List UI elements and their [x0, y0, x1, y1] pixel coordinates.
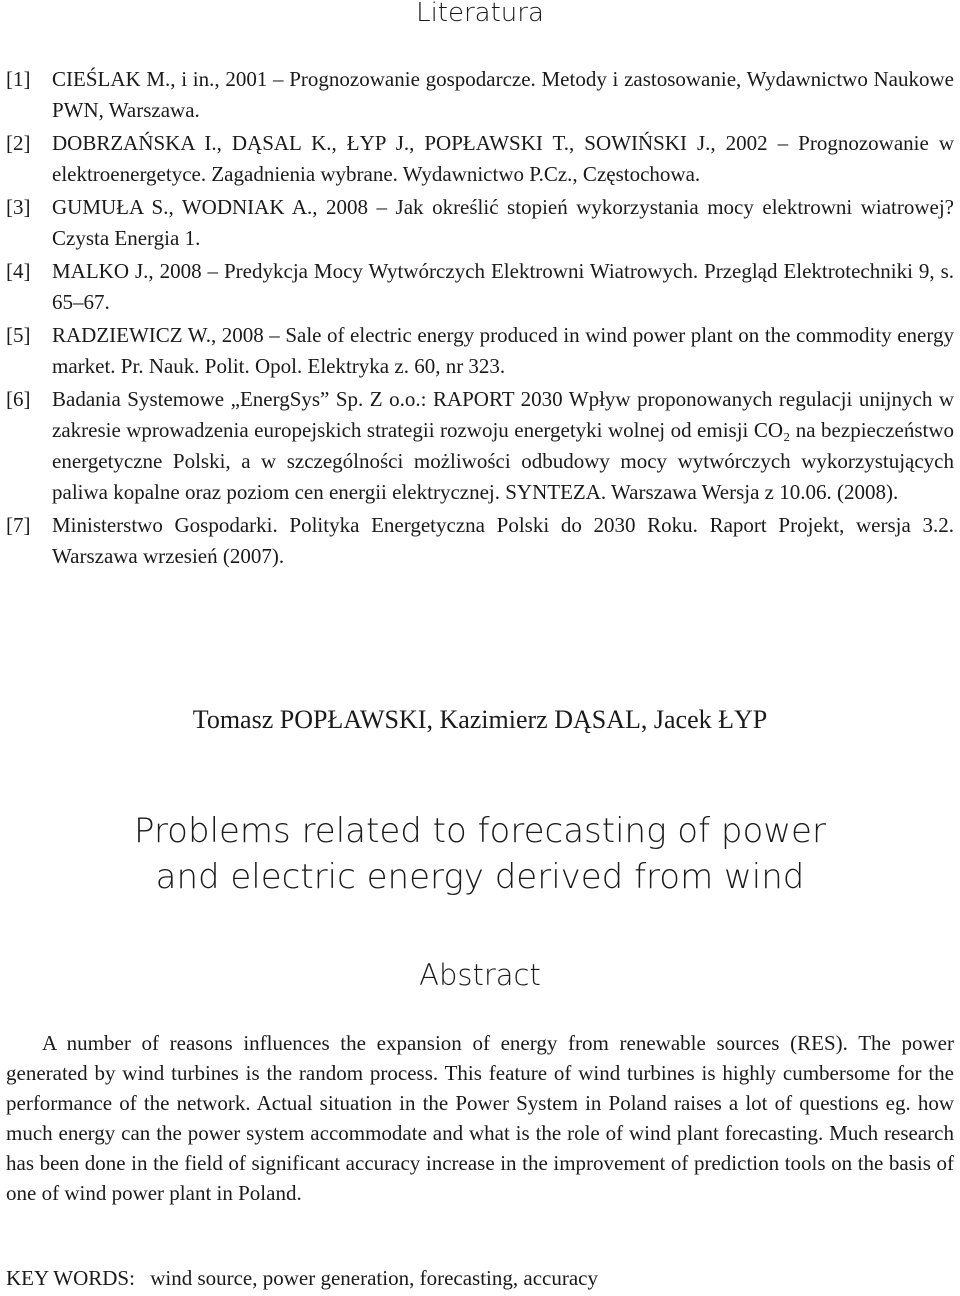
reference-number: [4]	[6, 259, 31, 283]
reference-text: RADZIEWICZ W., 2008 – Sale of electric energy produced in wind power plant on the commodity energy market. Pr. Nauk. Polit. Opol. Elektryka z. 60, nr 323.	[52, 323, 954, 378]
reference-text: DOBRZAŃSKA I., DĄSAL K., ŁYP J., POPŁAWSKI T., SOWIŃSKI J., 2002 – Prognozowanie w elektroenergetyce. Zagadnienia wybrane. Wydawnictwo P.Cz., Częstochowa.	[52, 131, 954, 186]
reference-item	[6, 64, 954, 126]
reference-number: [2]	[6, 131, 31, 155]
reference-text: Badania Systemowe „EnergSys” Sp. Z o.o.: RAPORT 2030 Wpływ proponowanych regulacji unijnych w zakresie wprowadzenia europejskich strategii rozwoju energetyki wolnej od emisji CO₂ na bezpieczeństwo energetyczne Polski, a w szczególności możliwości odbudowy mocy wytwórczych wykorzystujących paliwa kopalne oraz poziom cen energii elektrycznej. SYNTEZA. Warszawa Wersja z 10.06. (2008).	[52, 387, 954, 504]
reference-item	[6, 128, 954, 190]
literature-heading: Literatura	[416, 0, 544, 28]
reference-item	[6, 384, 954, 508]
reference-number: [5]	[6, 323, 31, 347]
reference-number: [6]	[6, 387, 31, 411]
reference-text: MALKO J., 2008 – Predykcja Mocy Wytwórczych Elektrowni Wiatrowych. Przegląd Elektrotechniki 9, s. 65–67.	[52, 259, 954, 314]
keywords-value: wind source, power generation, forecasting, accuracy	[150, 1266, 598, 1290]
reference-item	[6, 256, 954, 318]
reference-text: GUMUŁA S., WODNIAK A., 2008 – Jak określić stopień wykorzystania mocy elektrowni wiatrowej? Czysta Energia 1.	[52, 195, 954, 250]
reference-number: [3]	[6, 195, 31, 219]
reference-text: Ministerstwo Gospodarki. Polityka Energetyczna Polski do 2030 Roku. Raport Projekt, wersja 3.2. Warszawa wrzesień (2007).	[52, 513, 954, 568]
paper-authors: Tomasz POPŁAWSKI, Kazimierz DĄSAL, Jacek ŁYP	[192, 705, 768, 734]
reference-text: CIEŚLAK M., i in., 2001 – Prognozowanie gospodarcze. Metody i zastosowanie, Wydawnictwo Naukowe PWN, Warszawa.	[52, 67, 954, 122]
paper-title-line: and electric energy derived from wind	[155, 857, 805, 897]
paper-title-line: Problems related to forecasting of power	[134, 811, 826, 851]
reference-item	[6, 320, 954, 382]
abstract-heading: Abstract	[419, 958, 541, 992]
reference-number: [1]	[6, 67, 31, 91]
reference-number: [7]	[6, 513, 31, 537]
reference-list	[6, 64, 954, 574]
keywords-line	[6, 1266, 954, 1291]
reference-item	[6, 192, 954, 254]
keywords-label: KEY WORDS:	[6, 1266, 135, 1290]
abstract-text: A number of reasons influences the expansion of energy from renewable sources (RES). The power generated by wind turbines is the random process. This feature of wind turbines is highly cumbersome for the performance of the network. Actual situation in the Power System in Poland raises a lot of questions eg. how much energy can the power system accommodate and what is the role of wind plant forecasting. Much research has been done in the field of significant accuracy increase in the improvement of prediction tools on the basis of one of wind power plant in Poland.	[6, 1031, 954, 1205]
paper-title	[0, 808, 960, 900]
reference-item	[6, 510, 954, 572]
